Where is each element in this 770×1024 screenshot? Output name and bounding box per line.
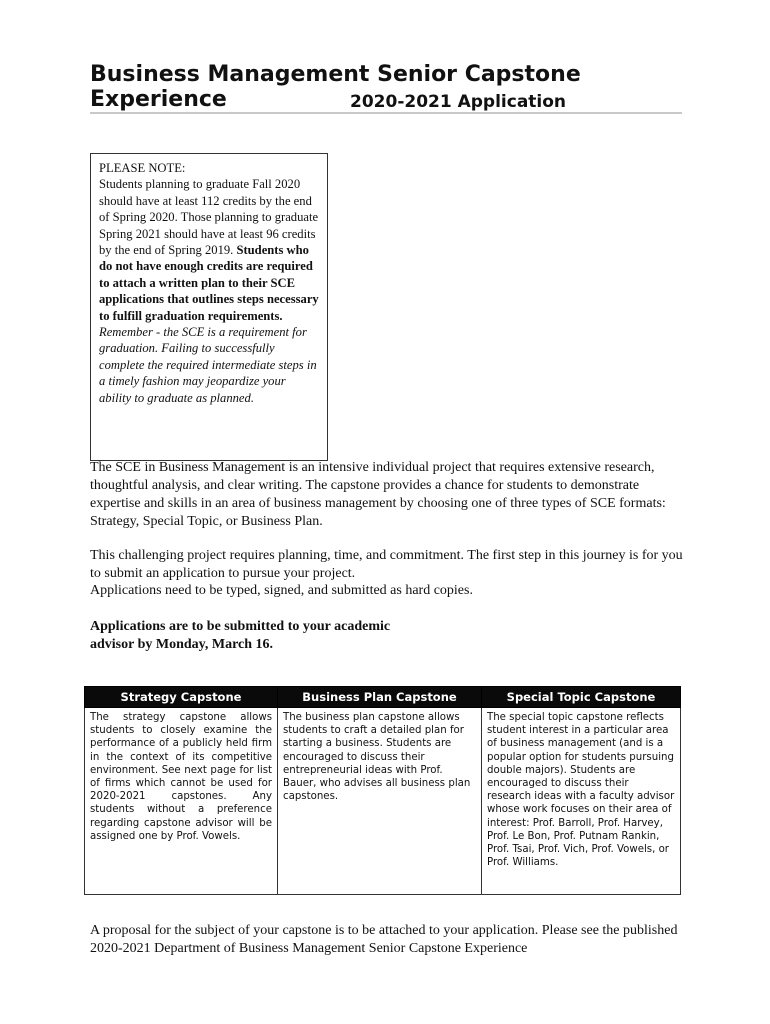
applications-note: Applications need to be typed, signed, and submitted as hard copies. [90,583,473,598]
deadline-notice: Applications are to be submitted to your academic advisor by Monday, March 16. [90,619,391,652]
challenge-paragraph: This challenging project requires planning, time, and commitment. The first step in this journey is for you to submit an application to pursue your project. [90,548,683,581]
special-topic-capstone-header: Special Topic Capstone [482,687,681,708]
business-plan-capstone-header: Business Plan Capstone [278,687,482,708]
page-title [90,62,581,112]
business-plan-capstone-description: The business plan capstone allows students to craft a detailed plan for starting a business. Students are encouraged to discuss their entrepreneurial ideas with Prof. Bauer, who advises all business plan capstones. [278,708,482,895]
note-heading: PLEASE NOTE: [99,161,186,175]
strategy-capstone-description: The strategy capstone allows students to closely examine the performance of a publicly held firm in the context of its competitive environment. See next page for list of firms which cannot be used for 2020-2021 capstones. Any students without a preference regarding capstone advisor will be assigned one by Prof. Vowels. [85,708,278,895]
intro-paragraph: The SCE in Business Management is an intensive individual project that requires extensive research, thoughtful analysis, and clear writing. The capstone provides a chance for students to demonstrate expertise and skills in an area of business management by choosing one of three types of SCE formats: Strategy, Special Topic, or Business Plan. [90,460,666,529]
proposal-paragraph: A proposal for the subject of your capstone is to be attached to your application. Please see the published 2020-2021 Department of Business Management Senior Capstone Experience [90,923,678,956]
note-plan-requirement: Students who do not have enough credits are required to attach a written plan to their SCE applications that outlines steps necessary to fulfill graduation requirements. [99,243,319,323]
table-row [85,708,681,895]
page-title-line1: Business Management Senior Capstone [90,62,581,87]
special-topic-capstone-description: The special topic capstone reflects student interest in a particular area of business management (and is a popular option for students pursuing double majors). Students are encouraged to discuss their research ideas with a faculty advisor whose work focuses on their area of interest: Prof. Barroll, Prof. Harvey, Prof. Le Bon, Prof. Putnam Rankin, Prof. Tsai, Prof. Vich, Prof. Vowels, or Prof. Williams. [482,708,681,895]
please-note-box [90,153,328,461]
strategy-capstone-header: Strategy Capstone [85,687,278,708]
capstone-types-table [84,686,681,895]
note-reminder: Remember - the SCE is a requirement for graduation. Failing to successfully complete the required intermediate steps in a timely fashion may jeopardize your ability to graduate as planned. [99,325,317,405]
note-credit-requirements: Students planning to graduate Fall 2020 should have at least 112 credits by the end of Spring 2020. Those planning to graduate Spring 2021 should have at least 96 credits by the end of Spring 2019. [99,177,319,258]
page-title-line2: Experience [90,87,227,112]
application-year: 2020-2021 Application [350,92,567,112]
title-divider [90,112,682,114]
table-header-row [85,687,681,708]
